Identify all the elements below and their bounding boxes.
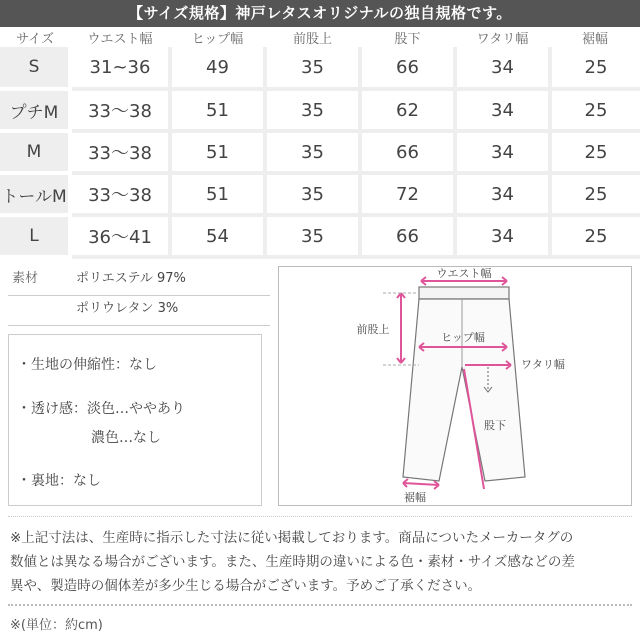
table-cell: 34	[455, 215, 550, 257]
lining-info: ・裏地：なし	[17, 473, 101, 489]
section-divider	[8, 516, 632, 517]
table-cell: 33〜38	[70, 173, 170, 215]
size-cell: S	[0, 47, 70, 89]
table-cell: 51	[170, 131, 265, 173]
table-row	[0, 47, 640, 89]
col-header-rise: 前股上	[265, 27, 360, 47]
table-cell: 66	[360, 215, 455, 257]
table-cell: 54	[170, 215, 265, 257]
material-row	[8, 296, 270, 326]
waistband-shape	[419, 287, 509, 299]
size-cell: M	[0, 131, 70, 173]
table-cell: 66	[360, 131, 455, 173]
size-cell: L	[0, 215, 70, 257]
waist-label: ウエスト幅	[436, 267, 492, 280]
table-cell: 51	[170, 173, 265, 215]
hem-label: 裾幅	[404, 491, 426, 504]
pants-diagram	[278, 266, 632, 506]
sheer-info: ・透け感：淡色…ややあり	[17, 401, 185, 417]
note-line: ※上記寸法は、生産時に指示した寸法に従い掲載しております。商品についたメーカータグの	[10, 530, 574, 546]
size-cell: プチM	[0, 89, 70, 131]
table-cell: 25	[550, 47, 640, 89]
table-cell: 49	[170, 47, 265, 89]
table-cell: 25	[550, 215, 640, 257]
table-row	[0, 173, 640, 215]
table-row	[0, 131, 640, 173]
table-cell: 25	[550, 89, 640, 131]
table-cell: 34	[455, 47, 550, 89]
pants-diagram-svg	[279, 267, 631, 505]
inseam-label: 股下	[484, 419, 506, 432]
table-cell: 51	[170, 89, 265, 131]
materials-section	[8, 266, 270, 326]
table-cell: 33〜38	[70, 131, 170, 173]
sheer-dark-info: 濃色…なし	[91, 430, 161, 446]
col-header-thigh: ワタリ幅	[455, 27, 550, 47]
materials-label: 素材	[12, 271, 39, 286]
table-cell: 34	[455, 89, 550, 131]
table-row	[0, 89, 640, 131]
table-cell: 34	[455, 131, 550, 173]
size-cell: トールM	[0, 173, 70, 215]
material-line: ポリエステル 97%	[76, 271, 186, 286]
thigh-label: ワタリ幅	[521, 358, 565, 371]
table-cell: 35	[265, 89, 360, 131]
col-header-waist: ウエスト幅	[70, 27, 170, 47]
table-cell: 72	[360, 173, 455, 215]
note-line: 数値とは異なる場合がございます。また、生産時期の違いによる色・素材・サイズ感などの差	[10, 554, 575, 570]
stretch-info: ・生地の伸縮性：なし	[17, 357, 157, 373]
table-cell: 33〜38	[70, 89, 170, 131]
table-cell: 35	[265, 215, 360, 257]
fabric-properties	[8, 334, 262, 506]
unit-note: ※(単位：約cm)	[10, 618, 103, 633]
notes-divider	[8, 604, 632, 606]
note-line: 異や、製造時の個体差が多少生じる場合がございます。予めご了承ください。	[10, 578, 482, 594]
table-cell: 66	[360, 47, 455, 89]
material-line: ポリウレタン 3%	[76, 301, 179, 316]
size-title: 【サイズ規格】神戸レタスオリジナルの独自規格です。	[0, 0, 640, 27]
notes-section	[10, 526, 634, 598]
col-header-hem: 裾幅	[550, 27, 640, 47]
size-table-header	[0, 27, 640, 47]
table-cell: 25	[550, 173, 640, 215]
rise-label: 前股上	[356, 323, 390, 336]
material-row	[8, 266, 270, 296]
table-cell: 31~36	[70, 47, 170, 89]
table-cell: 35	[265, 131, 360, 173]
table-cell: 35	[265, 173, 360, 215]
table-cell: 35	[265, 47, 360, 89]
table-cell: 25	[550, 131, 640, 173]
table-row	[0, 215, 640, 257]
table-cell: 62	[360, 89, 455, 131]
size-table	[0, 27, 640, 259]
hem-arrow	[403, 483, 439, 485]
table-cell: 34	[455, 173, 550, 215]
pants-outline	[403, 299, 525, 481]
col-header-inseam: 股下	[360, 27, 455, 47]
hip-label: ヒップ幅	[441, 331, 485, 344]
col-header-hip: ヒップ幅	[170, 27, 265, 47]
col-header-size: サイズ	[0, 27, 70, 47]
table-cell: 36〜41	[70, 215, 170, 257]
